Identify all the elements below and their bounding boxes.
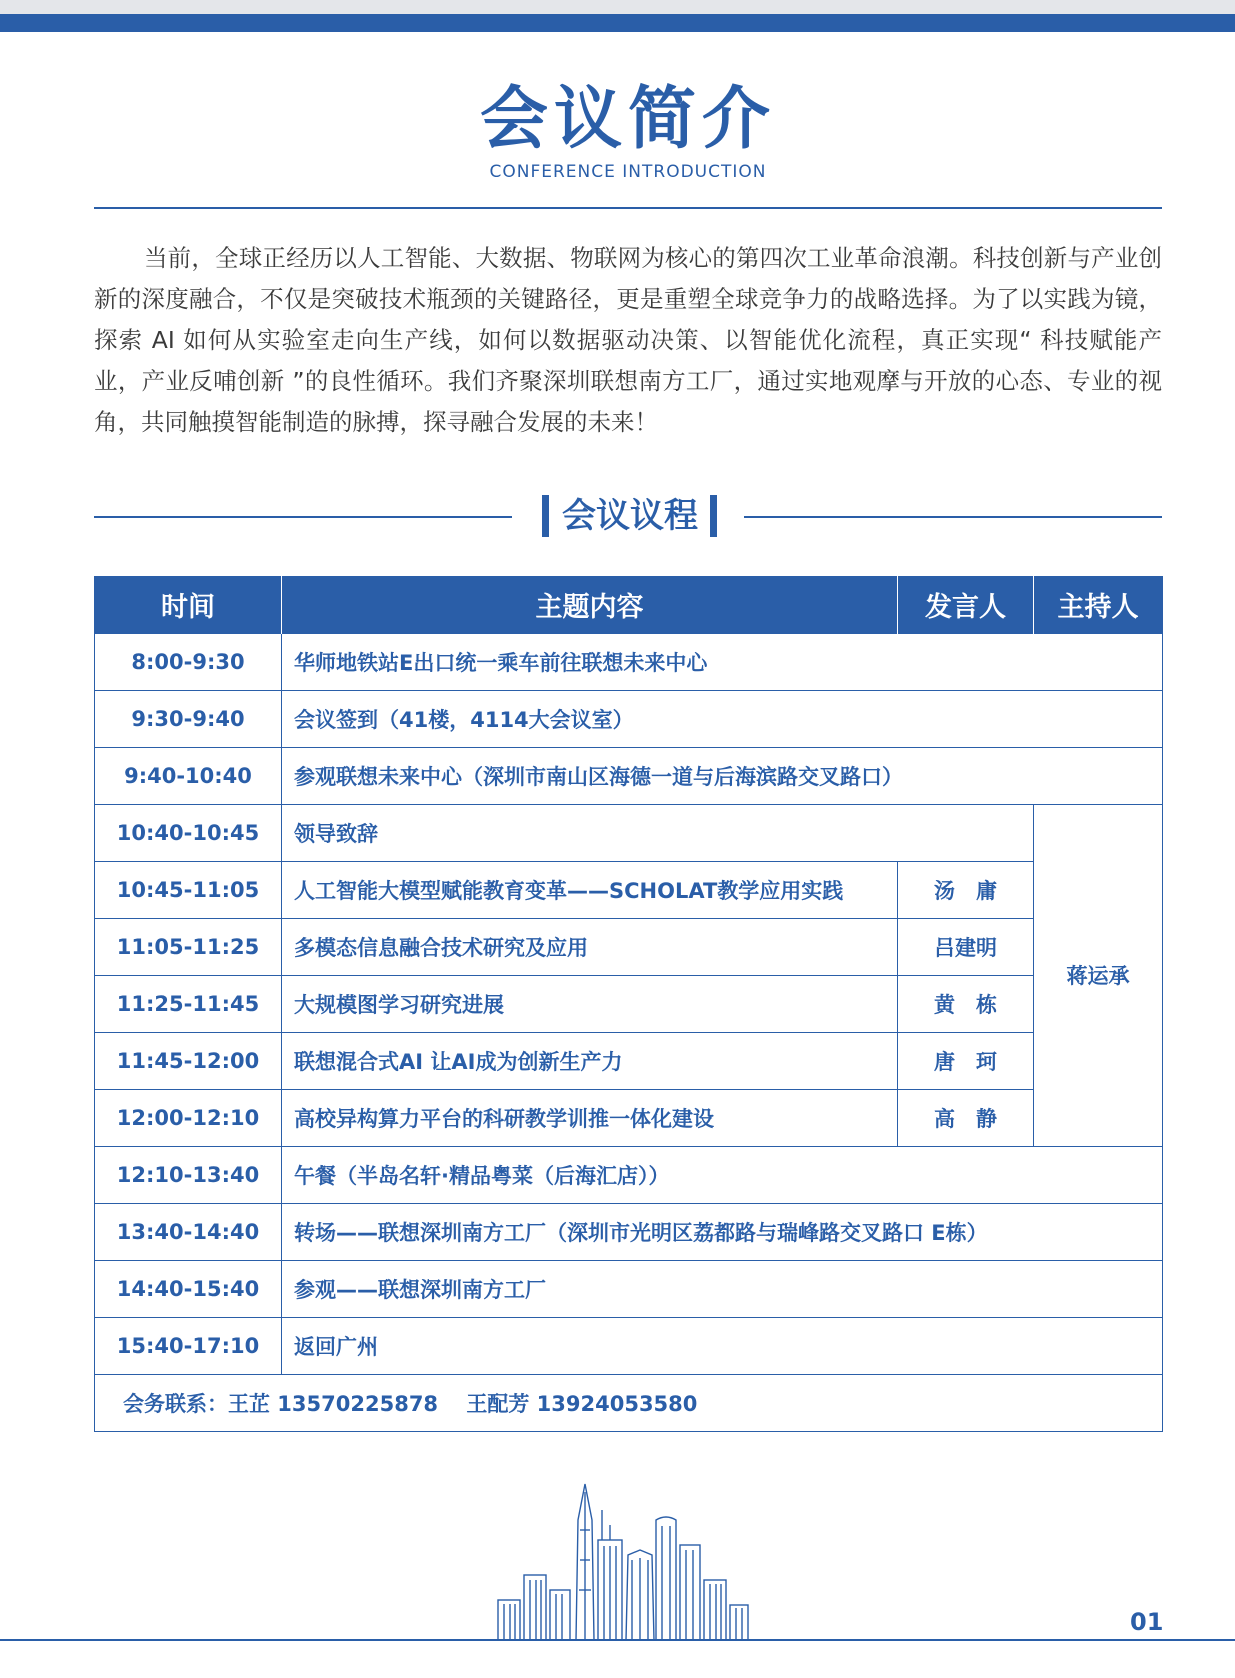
row-time: 8:00-9:30 [95, 633, 282, 690]
row-time: 11:05-11:25 [95, 918, 282, 975]
row-topic: 人工智能大模型赋能教育变革——SCHOLAT教学应用实践 [282, 861, 898, 918]
intro-paragraph: 当前，全球正经历以人工智能、大数据、物联网为核心的第四次工业革命浪潮。科技创新与产业创新的深度融合，不仅是突破技术瓶颈的关键路径，更是重塑全球竞争力的战略选择。为了以实践为镜，探索 AI 如何从实验室走向生产线，如何以数据驱动决策、以智能优化流程，真正实现“ 科技赋能产业，产业反哺创新 ”的良性循环。我们齐聚深圳联想南方工厂，通过实地观摩与开放的心态、专业的视角，共同触摸智能制造的脉搏，探寻融合发展的未来！ [94, 244, 1162, 436]
row-time: 10:40-10:45 [95, 804, 282, 861]
footer-divider [0, 1639, 1235, 1641]
table-row [95, 918, 1163, 975]
row-speaker: 汤 庸 [898, 861, 1034, 918]
row-topic: 转场——联想深圳南方工厂（深圳市光明区荔都路与瑞峰路交叉路口 E栋） [282, 1203, 1163, 1260]
row-time: 15:40-17:10 [95, 1317, 282, 1374]
row-topic: 午餐（半岛名轩·精品粤菜（后海汇店）） [282, 1146, 1163, 1203]
top-accent-bar [0, 14, 1235, 32]
column-header-host: 主持人 [1034, 576, 1163, 633]
row-time: 14:40-15:40 [95, 1260, 282, 1317]
table-row [95, 1260, 1163, 1317]
row-topic: 参观——联想深圳南方工厂 [282, 1260, 1163, 1317]
row-time: 12:10-13:40 [95, 1146, 282, 1203]
row-topic: 大规模图学习研究进展 [282, 975, 898, 1032]
page-title: 会议简介 [479, 80, 776, 159]
table-row [95, 1146, 1163, 1203]
table-row [95, 1089, 1163, 1146]
agenda-bracket-right [710, 495, 717, 537]
row-topic: 会议签到（41楼，4114大会议室） [282, 690, 1163, 747]
agenda-title: 会议议程 [562, 496, 698, 536]
row-speaker: 黄 栋 [898, 975, 1034, 1032]
row-topic: 高校异构算力平台的科研教学训推一体化建设 [282, 1089, 898, 1146]
title-divider [94, 207, 1162, 209]
row-topic: 多模态信息融合技术研究及应用 [282, 918, 898, 975]
row-time: 11:25-11:45 [95, 975, 282, 1032]
table-row [95, 747, 1163, 804]
agenda-bracket-left [542, 495, 549, 537]
row-topic: 返回广州 [282, 1317, 1163, 1374]
table-row [95, 690, 1163, 747]
row-time: 11:45-12:00 [95, 1032, 282, 1089]
row-time: 10:45-11:05 [95, 861, 282, 918]
table-row [95, 975, 1163, 1032]
host-cell: 蒋运承 [1034, 804, 1163, 1146]
column-header-time: 时间 [95, 576, 282, 633]
table-row [95, 861, 1163, 918]
page-subtitle: CONFERENCE INTRODUCTION [489, 162, 767, 182]
row-speaker: 高 静 [898, 1089, 1034, 1146]
row-speaker: 唐 珂 [898, 1032, 1034, 1089]
agenda-divider-right [744, 516, 1162, 518]
table-row [95, 633, 1163, 690]
agenda-table [94, 576, 1163, 1432]
contact-info: 会务联系：王芷 13570225878 王配芳 13924053580 [95, 1374, 1163, 1431]
column-header-speaker: 发言人 [898, 576, 1034, 633]
table-row [95, 1203, 1163, 1260]
row-topic: 联想混合式AI 让AI成为创新生产力 [282, 1032, 898, 1089]
row-time: 9:40-10:40 [95, 747, 282, 804]
column-header-topic: 主题内容 [282, 576, 898, 633]
table-row [95, 1032, 1163, 1089]
row-topic: 华师地铁站E出口统一乘车前往联想未来中心 [282, 633, 1163, 690]
table-row [95, 804, 1163, 861]
top-gray-strip [0, 0, 1235, 14]
row-time: 13:40-14:40 [95, 1203, 282, 1260]
city-skyline-icon [490, 1480, 770, 1640]
table-header-row [95, 576, 1163, 633]
row-speaker: 吕建明 [898, 918, 1034, 975]
row-topic: 参观联想未来中心（深圳市南山区海德一道与后海滨路交叉路口） [282, 747, 1163, 804]
agenda-divider-left [94, 516, 512, 518]
agenda-heading [94, 490, 1162, 540]
contact-row [95, 1374, 1163, 1431]
row-topic: 领导致辞 [282, 804, 1034, 861]
row-time: 9:30-9:40 [95, 690, 282, 747]
page-number: 01 [1130, 1608, 1164, 1636]
row-time: 12:00-12:10 [95, 1089, 282, 1146]
table-row [95, 1317, 1163, 1374]
